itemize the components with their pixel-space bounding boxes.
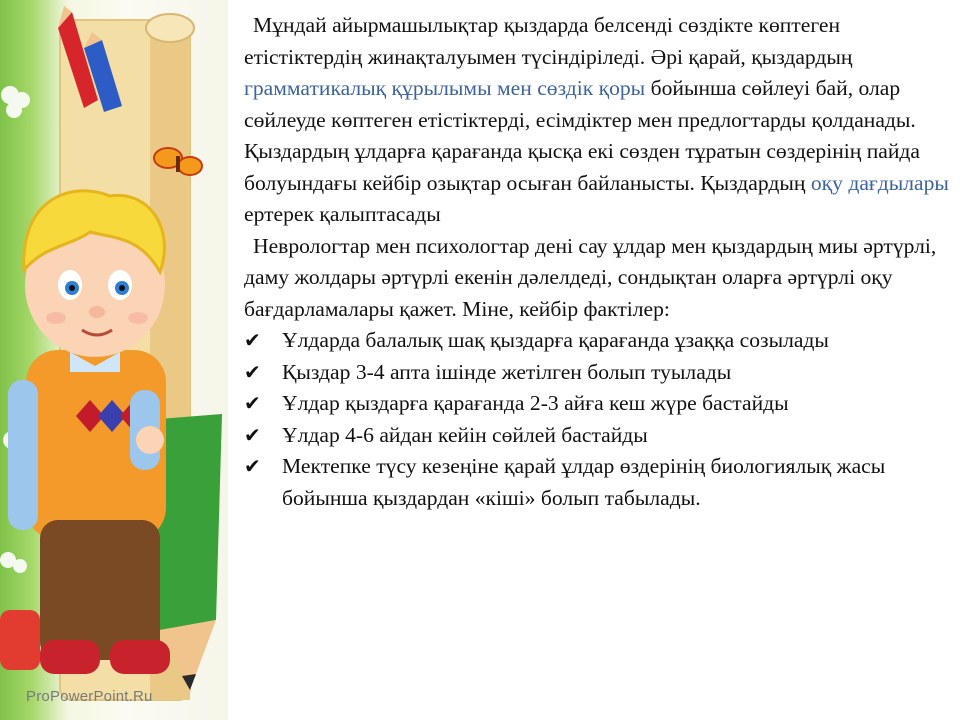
highlight-grammar: грамматикалық құрылымы мен сөздік қоры bbox=[244, 76, 646, 100]
checkmark-icon: ✔ bbox=[244, 328, 261, 352]
boy-with-pencils-illustration bbox=[0, 0, 228, 720]
list-item bbox=[244, 451, 950, 514]
checkmark-icon: ✔ bbox=[244, 391, 261, 415]
checkmark-icon: ✔ bbox=[244, 454, 261, 478]
checkmark-icon: ✔ bbox=[244, 359, 261, 384]
paragraph-1-text-3: ертерек қалыптасады bbox=[244, 202, 441, 226]
list-item bbox=[244, 420, 950, 452]
paragraph-1-text-2: бойынша сөйлеуі бай, олар сөйлеуде көптеген етістіктерді, есімдіктер мен предлогтарды қолданады. Қыздардың ұлдарға қарағанда қысқа екі сөзден тұратын сөздерінің пайда болуындағы кейбір озықтар осыған байланысты. Қыздардың bbox=[244, 76, 920, 195]
list-item bbox=[244, 388, 950, 420]
list-item-text: Ұлдарда балалық шақ қыздарға қарағанда ұзаққа созылады bbox=[282, 328, 829, 352]
paragraph-1 bbox=[244, 10, 950, 231]
list-item-text: Ұлдар 4-6 айдан кейін сөйлей бастайды bbox=[282, 422, 648, 447]
decorative-illustration bbox=[0, 0, 228, 720]
list-item-text: Мектепке түсу кезеңіне қарай ұлдар өздерінің биологиялық жасы бойынша қыздардан «кіші» болып табылады. bbox=[282, 454, 886, 510]
paragraph-1-text: Мұндай айырмашылықтар қыздарда белсенді сөздікте көптеген етістіктердің жинақталуымен түсіндіріледі. Әрі қарай, қыздардың bbox=[244, 13, 853, 69]
list-item bbox=[244, 325, 950, 357]
highlight-reading-skills: оқу дағдылары bbox=[810, 170, 949, 195]
watermark: ProPowerPoint.Ru bbox=[26, 688, 153, 705]
list-item-text: Ұлдар қыздарға қарағанда 2-3 айға кеш жүре бастайды bbox=[282, 391, 789, 415]
list-item bbox=[244, 357, 950, 389]
paragraph-2: Неврологтар мен психологтар дені сау ұлдар мен қыздардың миы әртүрлі, даму жолдары әртүрлі екенін дәлелдеді, сондықтан оларға әртүрлі оқу бағдарламалары қажет. Міне, кейбір фактілер: bbox=[244, 233, 937, 321]
list-item-text: Қыздар 3-4 апта ішінде жетілген болып туылады bbox=[282, 359, 732, 384]
facts-list bbox=[244, 325, 950, 514]
main-text bbox=[244, 10, 950, 514]
checkmark-icon: ✔ bbox=[244, 422, 261, 447]
